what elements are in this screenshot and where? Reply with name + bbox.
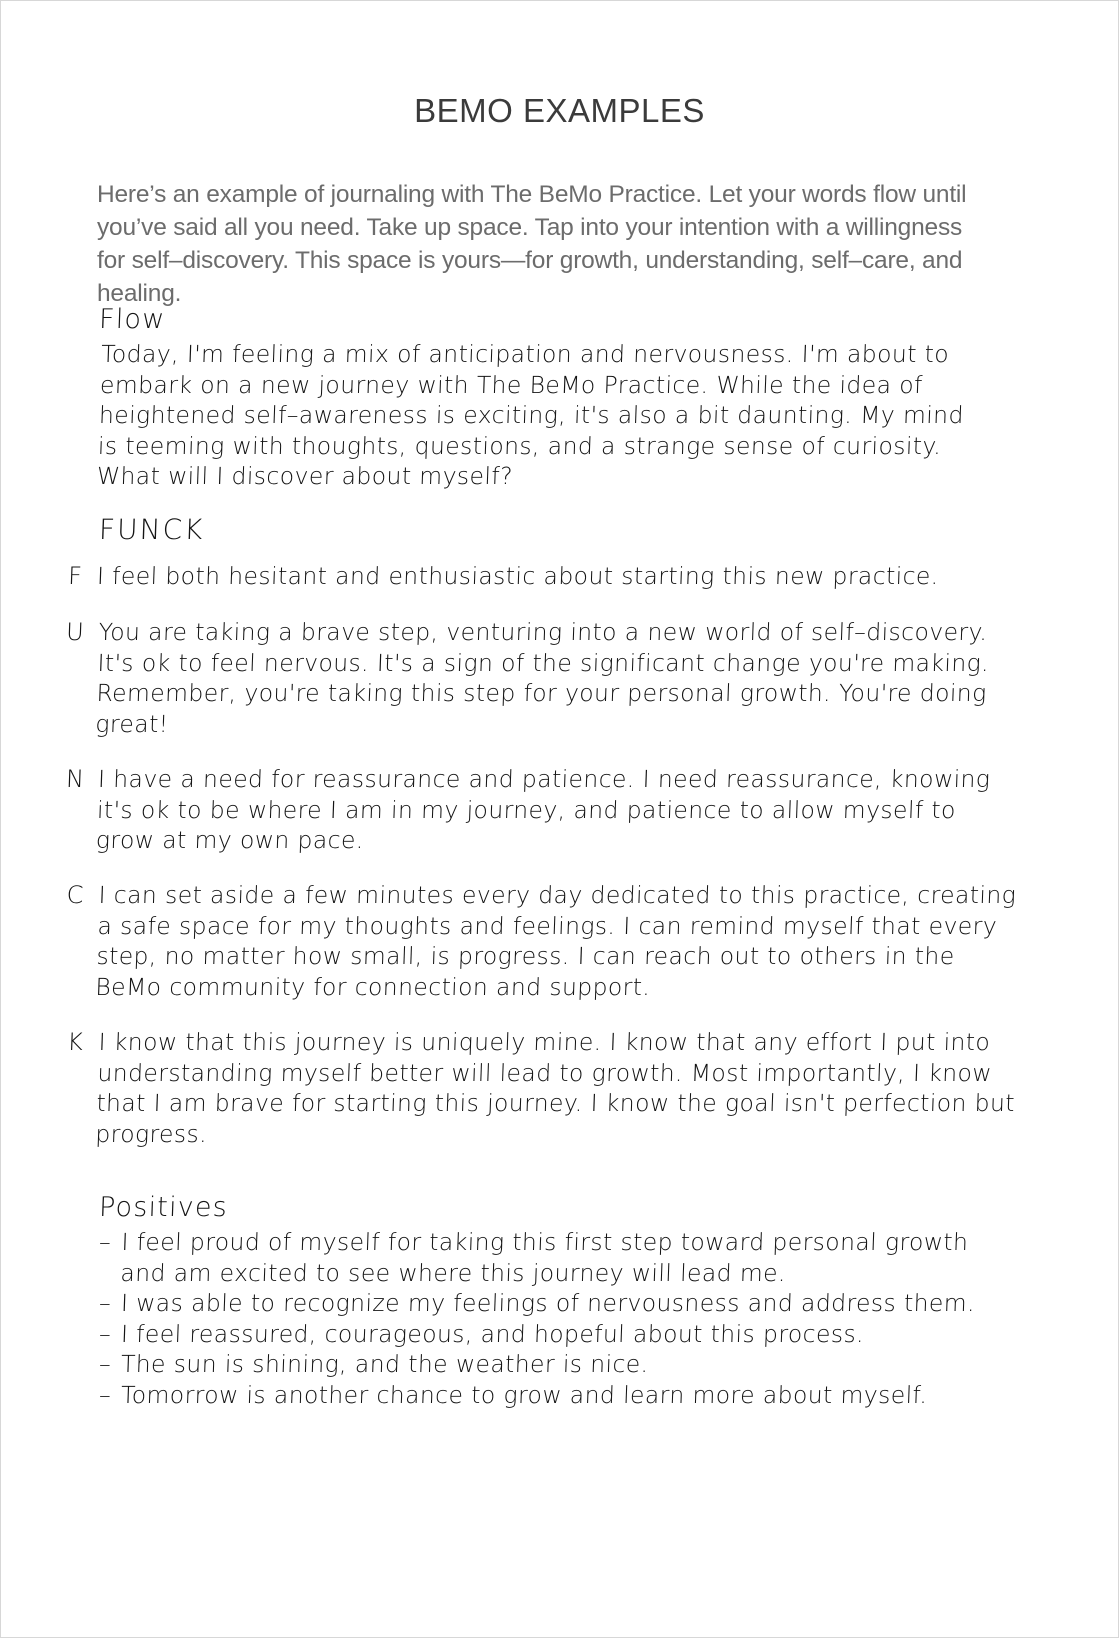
funck-text-c: I can set aside a few minutes every day dedicated to this practice, creating a safe space for my thoughts and feelings. I can remind myself that every step, no matter how small, is progress. I can reach out to others in the BeMo community for connection and support. xyxy=(94,881,1017,1001)
list-item xyxy=(99,1288,999,1319)
dash-bullet-icon: – xyxy=(98,1319,112,1348)
funck-item-u xyxy=(59,617,1069,739)
positives-list xyxy=(99,1227,999,1410)
section-flow xyxy=(96,303,979,492)
funck-text-n: I have a need for reassurance and patience. I need reassurance, knowing it's ok to be where I am in my journey, and patience to allow myself to grow at my own pace. xyxy=(95,764,991,854)
section-heading-funck: FUNCK xyxy=(98,513,206,546)
intro-paragraph: Here’s an example of journaling with The BeMo Practice. Let your words flow until you’ve said all you need. Take up space. Tap into your intention with a willingness for self–discovery. This space is yours—for growth, understanding, self–care, and healing. xyxy=(97,180,967,307)
funck-letter-n: N xyxy=(65,764,85,793)
funck-letter-u: U xyxy=(65,617,85,646)
positives-text-3: I feel reassured, courageous, and hopeful about this process. xyxy=(120,1319,865,1348)
flow-body-text: Today, I'm feeling a mix of anticipation and nervousness. I'm about to embark on a new journey with The BeMo Practice. While the idea of heightened self–awareness is exciting, it's also a bit daunting. My mind is teeming with thoughts, questions, and a strange sense of curiosity. What will I discover about myself? xyxy=(96,340,965,490)
positives-text-4: The sun is shining, and the weather is nice. xyxy=(120,1350,650,1378)
funck-item-f xyxy=(59,561,1069,592)
dash-bullet-icon: – xyxy=(98,1289,112,1317)
dash-bullet-icon: – xyxy=(98,1350,112,1378)
funck-letter-c: C xyxy=(66,881,84,909)
funck-letter-f: F xyxy=(67,562,83,590)
funck-item-c xyxy=(59,880,1069,1002)
list-item xyxy=(99,1380,999,1411)
section-funck xyxy=(99,513,989,549)
positives-text-2: I was able to recognize my feelings of nervousness and address them. xyxy=(120,1289,976,1317)
dash-bullet-icon: – xyxy=(98,1380,112,1409)
dash-bullet-icon: – xyxy=(98,1228,112,1256)
list-item xyxy=(99,1349,999,1380)
funck-item-list xyxy=(59,561,1069,1174)
list-item xyxy=(99,1227,999,1288)
section-heading-positives: Positives xyxy=(98,1192,229,1223)
funck-text-u: You are taking a brave step, venturing into a new world of self–discovery. It's ok to feel nervous. It's a sign of the significant change you're making. Remember, you're taking this step for your personal growth. You're doing great! xyxy=(94,617,990,737)
positives-text-5: Tomorrow is another chance to grow and learn more about myself. xyxy=(120,1380,928,1409)
positives-text-1: I feel proud of myself for taking this first step toward personal growth and am excited to see where this journey will lead me. xyxy=(119,1228,969,1287)
section-positives xyxy=(99,1191,999,1410)
funck-item-n xyxy=(59,764,1069,856)
list-item xyxy=(99,1319,999,1350)
section-heading-flow: Flow xyxy=(98,304,166,335)
funck-text-f: I feel both hesitant and enthusiastic about starting this new practice. xyxy=(96,562,940,590)
funck-item-k xyxy=(59,1027,1069,1149)
funck-letter-k: K xyxy=(66,1028,84,1056)
funck-text-k: I know that this journey is uniquely mine. I know that any effort I put into understanding myself better will lead to growth. Most importantly, I know that I am brave for starting this journey. I know the goal isn't perfection but progress. xyxy=(94,1028,1016,1148)
page-title: BEMO EXAMPLES xyxy=(414,92,705,129)
